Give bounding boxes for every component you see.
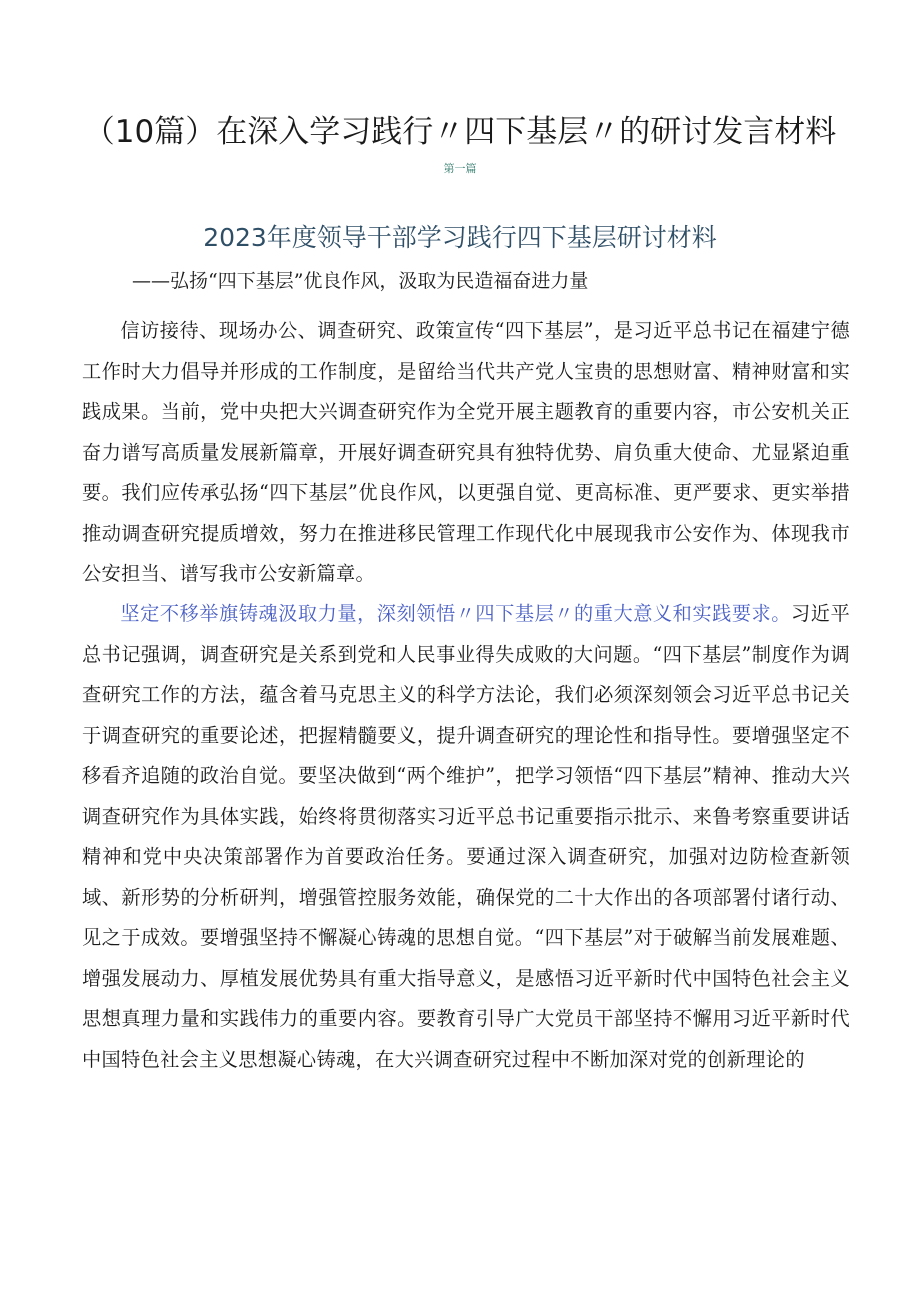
section-heading: 坚定不移举旗铸魂汲取力量，深刻领悟〃四下基层〃的重大意义和实践要求。: [120, 602, 791, 625]
paragraph-section-one: [82, 594, 850, 1080]
article-title: 2023年度领导干部学习践行四下基层研讨材料: [203, 223, 717, 252]
section-body: 习近平总书记强调，调查研究是关系到党和人民事业得失成败的大问题。“四下基层”制度作为调查研究工作的方法，蕴含着马克思主义的科学方法论，我们必须深刻领会习近平总书记关于调查研究的重要论述，把握精髓要义，提升调查研究的理论性和指导性。要增强坚定不移看齐追随的政治自觉。要坚决做到“两个维护”，把学习领悟“四下基层”精神、推动大兴调查研究作为具体实践，始终将贯彻落实习近平总书记重要指示批示、来鲁考察重要讲话精神和党中央决策部署作为首要政治任务。要通过深入调查研究，加强对边防检查新领域、新形势的分析研判，增强管控服务效能，确保党的二十大作出的各项部署付诸行动、见之于成效。要增强坚持不懈凝心铸魂的思想自觉。“四下基层”对于破解当前发展难题、增强发展动力、厚植发展优势具有重大指导意义，是感悟习近平新时代中国特色社会主义思想真理力量和实践伟力的重要内容。要教育引导广大党员干部坚持不懈用习近平新时代中国特色社会主义思想凝心铸魂，在大兴调查研究过程中不断加深对党的创新理论的: [82, 602, 850, 1071]
paragraph-intro: 信访接待、现场办公、调查研究、政策宣传“四下基层”，是习近平总书记在福建宁德工作时大力倡导并形成的工作制度，是留给当代共产党人宝贵的思想财富、精神财富和实践成果。当前，党中央把大兴调查研究作为全党开展主题教育的重要内容，市公安机关正奋力谱写高质量发展新篇章，开展好调查研究具有独特优势、肩负重大使命、尤显紧迫重要。我们应传承弘扬“四下基层”优良作风，以更强自觉、更高标准、更严要求、更实举措推动调查研究提质增效，努力在推进移民管理工作现代化中展现我市公安作为、体现我市公安担当、谱写我市公安新篇章。: [82, 319, 850, 585]
document-title: （10篇）在深入学习践行〃四下基层〃的研讨发言材料: [83, 114, 837, 150]
section-label: 第一篇: [443, 162, 477, 175]
article-subtitle: ——弘扬“四下基层”优良作风，汲取为民造福奋进力量: [132, 270, 589, 292]
